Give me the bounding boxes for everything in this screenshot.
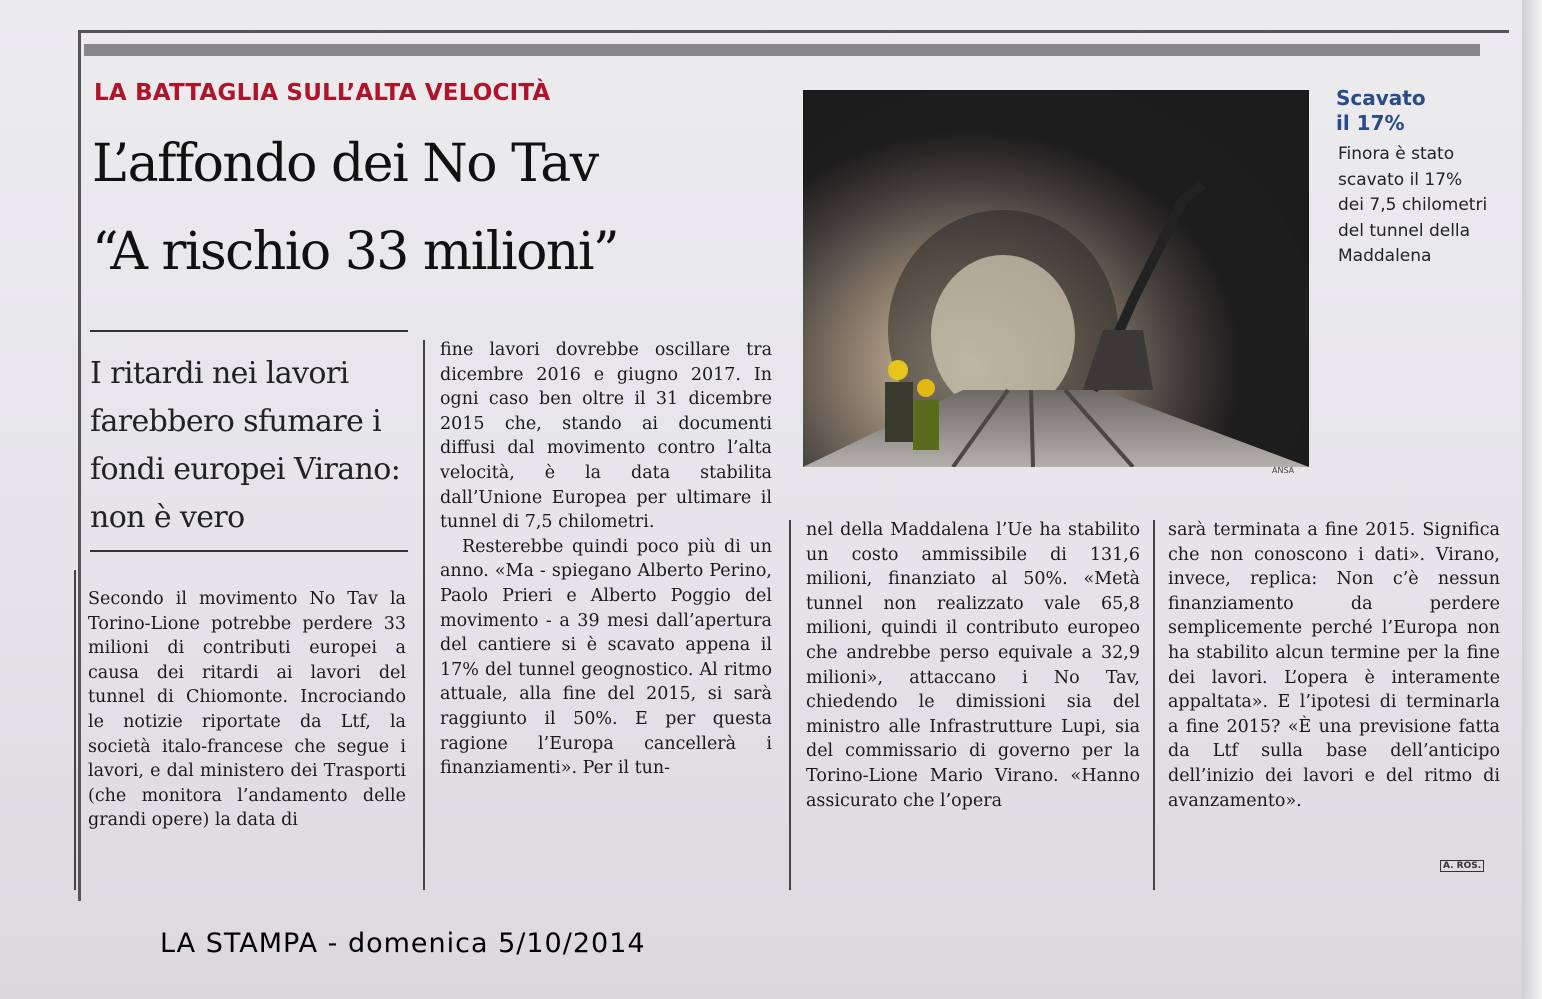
source-date-footer: LA STAMPA - domenica 5/10/2014 [160, 928, 646, 959]
caption-text: Finora è stato scavato il 17% dei 7,5 chilometri del tunnel della Maddalena [1338, 144, 1488, 266]
section-kicker: LA BATTAGLIA SULL’ALTA VELOCITÀ [94, 80, 551, 106]
tunnel-photo-image [803, 90, 1309, 467]
column-rule-3 [1153, 520, 1155, 890]
paragraph: fine lavori dovrebbe oscillare tra dicembre 2016 e giugno 2017. In ogni caso ben oltre il 31 dicembre 2015 che, stando ai documenti diffusi dal movimento contro l’alta velocità, è la data stabilita dall’Unione Europea per ultimare il tunnel di 7,5 chilometri. [440, 340, 772, 533]
author-byline: A. ROS. [1440, 860, 1484, 872]
headline-line-2: “A rischio 33 milioni” [92, 222, 619, 282]
article-column-1 [88, 587, 406, 833]
page-edge [1522, 0, 1542, 999]
tunnel-photo [803, 90, 1309, 467]
top-rule [84, 44, 1480, 56]
article-column-2 [440, 338, 772, 781]
subheadline-top-rule [90, 330, 408, 332]
paragraph: nel della Maddalena l’Ue ha stabilito un costo ammissibile di 131,6 milioni, finanziato al 50%. «Metà tunnel non realizzato vale 65,8 milioni, quindi il contributo europeo che andrebbe perso equivale a 32,9 milioni», attaccano i No Tav, chiedendo le dimissioni sia del ministro alle Infrastrutture Lupi, sia del commissario di governo per la Torino-Lione Mario Virano. «Hanno assicurato che l’opera [806, 520, 1140, 811]
caption-title: Scavato il 17% [1336, 86, 1426, 135]
article-column-3 [806, 518, 1140, 813]
article-column-4 [1168, 518, 1500, 813]
column-rule-2 [789, 520, 791, 890]
paragraph: Secondo il movimento No Tav la Torino-Lione potrebbe perdere 33 milioni di contributi europei a causa dei ritardi ai lavori del tunnel di Chiomonte. Incrociando le notizie riportate da Ltf, la società italo-francese che segue i lavori, e dal ministero dei Trasporti (che monitora l’andamento delle grandi opere) la data di [88, 589, 406, 831]
subheadline: I ritardi nei lavori farebbero sfumare i fondi europei Virano: non è vero [90, 356, 401, 535]
column-rule-left [74, 570, 76, 890]
column-rule-1 [423, 340, 425, 890]
headline-line-1: L’affondo dei No Tav [92, 134, 598, 194]
photo-credit: ANSA [1272, 466, 1295, 475]
paragraph: sarà terminata a fine 2015. Significa che non conoscono i dati». Virano, invece, replica: Non c’è nessun finanziamento da perdere semplicemente perché l’Europa non ha stabilito alcun termine per la fine dei lavori. L’opera è interamente appaltata». E l’ipotesi di terminarla a fine 2015? «È una previsione fatta da Ltf sulla base dell’anticipo dell’inizio dei lavori e del ritmo di avanzamento». [1168, 520, 1500, 811]
subheadline-bottom-rule [90, 550, 408, 552]
paragraph: Resterebbe quindi poco più di un anno. «Ma - spiegano Alberto Perino, Paolo Prieri e Alberto Poggio del movimento - a 39 mesi dall’apertura del cantiere si è scavato appena il 17% del tunnel geognostico. Al ritmo attuale, alla fine del 2015, si sarà raggiunto il 50%. E per questa ragione l’Europa cancellerà i finanziamenti». Per il tun- [440, 536, 772, 779]
